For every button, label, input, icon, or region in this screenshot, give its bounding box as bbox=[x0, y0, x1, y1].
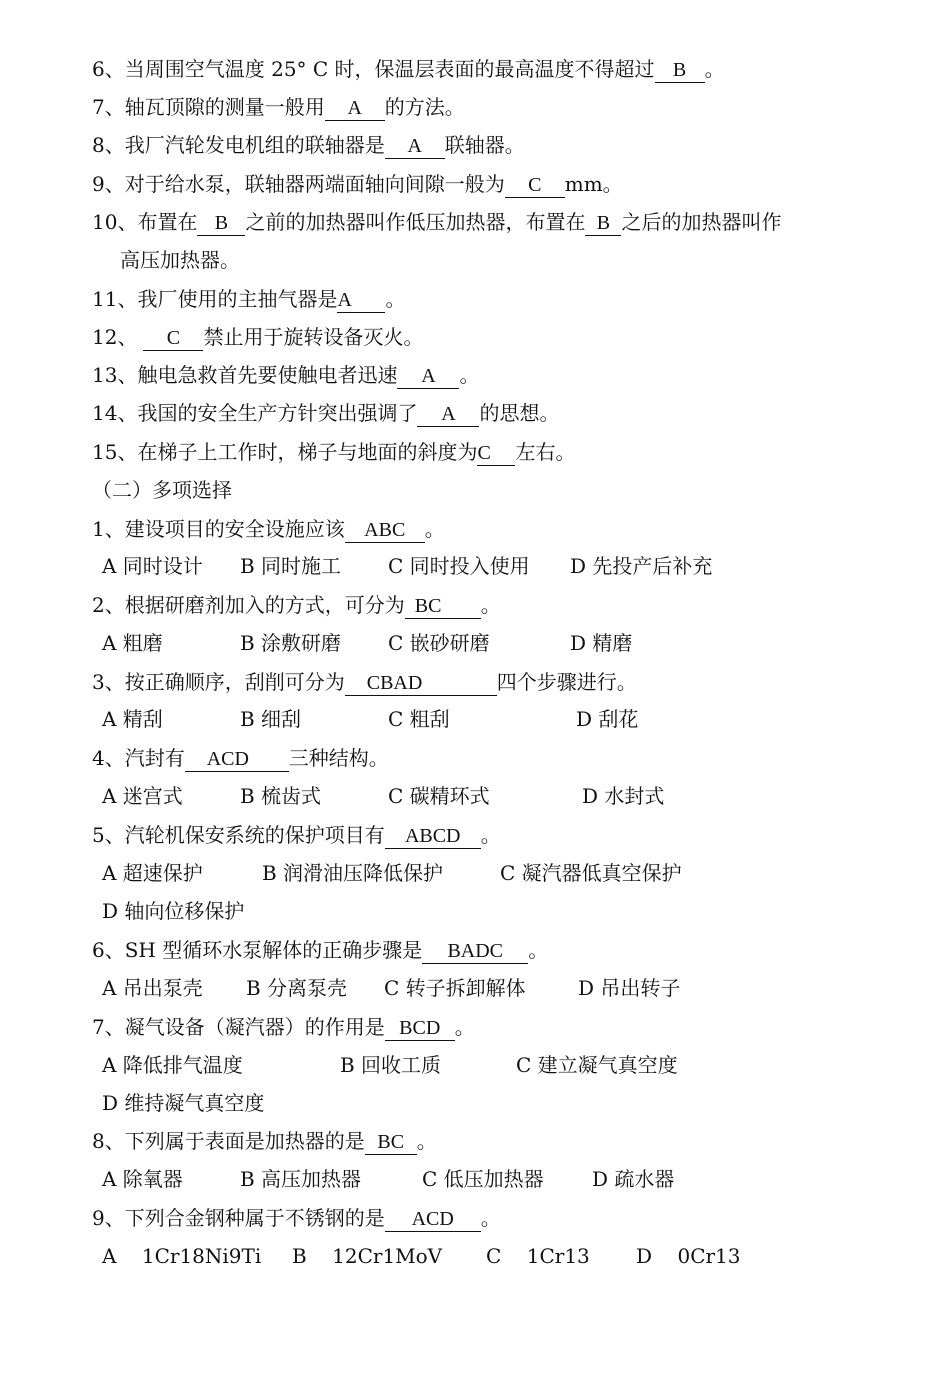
answer-blank: B bbox=[585, 211, 621, 236]
mc-options-2: A 粗磨 B 涂敷研磨 C 嵌砂研磨 D 精磨 bbox=[102, 631, 633, 655]
answer-blank: ACD bbox=[185, 747, 289, 772]
mc-question-2: 2、根据研磨剂加入的方式，可分为 BC 。 bbox=[92, 593, 501, 617]
mc-options-1 bbox=[102, 553, 902, 579]
mc-options-7-cont: D 维持凝气真空度 bbox=[102, 1091, 265, 1115]
answer-blank: B bbox=[655, 58, 705, 83]
answer-blank: BC bbox=[365, 1130, 417, 1155]
answer-blank: A bbox=[385, 134, 445, 159]
answer-blank: BADC bbox=[422, 939, 528, 964]
question-10-continuation: 高压加热器。 bbox=[120, 248, 240, 272]
mc-question-3: 3、按正确顺序，刮削可分为 CBAD 四个步骤进行。 bbox=[92, 670, 637, 694]
question-15: 15、在梯子上工作时，梯子与地面的斜度为C 左右。 bbox=[92, 440, 576, 464]
mc-question-7: 7、凝气设备（凝汽器）的作用是 BCD 。 bbox=[92, 1015, 475, 1039]
mc-options-4: A 迷宫式 B 梳齿式 C 碳精环式 D 水封式 bbox=[102, 784, 665, 808]
answer-blank: A bbox=[417, 402, 479, 427]
answer-blank: A bbox=[397, 364, 459, 389]
mc-question-8: 8、下列属于表面是加热器的是 BC 。 bbox=[92, 1129, 437, 1153]
mc-question-9: 9、下列合金钢种属于不锈钢的是 ACD 。 bbox=[92, 1206, 501, 1230]
question-8: 8、我厂汽轮发电机组的联轴器是 A 联轴器。 bbox=[92, 133, 525, 157]
mc-options-7: A 降低排气温度 B 回收工质 C 建立凝气真空度 bbox=[102, 1053, 678, 1077]
question-text: 当周围空气温度 25° C 时，保温层表面的最高温度不得超过 bbox=[124, 57, 655, 81]
mc-question-5: 5、汽轮机保安系统的保护项目有 ABCD 。 bbox=[92, 823, 501, 847]
question-13: 13、触电急救首先要使触电者迅速 A 。 bbox=[92, 363, 480, 387]
answer-blank: ABCD bbox=[385, 824, 481, 849]
question-11: 11、我厂使用的主抽气器是A 。 bbox=[92, 287, 406, 311]
mc-options-3: A 精刮 B 细刮 C 粗刮 D 刮花 bbox=[102, 707, 639, 731]
question-7: 7、轴瓦顶隙的测量一般用 A 的方法。 bbox=[92, 95, 465, 119]
option: C 同时投入使用 bbox=[388, 554, 530, 578]
answer-blank: CBAD bbox=[345, 671, 497, 696]
answer-blank: B bbox=[197, 211, 245, 236]
answer-blank: ACD bbox=[385, 1207, 481, 1232]
mc-options-5: A 超速保护 B 润滑油压降低保护 C 凝汽器低真空保护 bbox=[102, 861, 682, 885]
mc-options-5-cont: D 轴向位移保护 bbox=[102, 899, 245, 923]
mc-options-6: A 吊出泵壳 B 分离泵壳 C 转子拆卸解体 D 吊出转子 bbox=[102, 976, 681, 1000]
answer-blank: C bbox=[505, 173, 565, 198]
mc-question-6: 6、SH 型循环水泵解体的正确步骤是 BADC 。 bbox=[92, 938, 549, 962]
answer-blank: A bbox=[325, 96, 385, 121]
answer-blank: BCD bbox=[385, 1016, 455, 1041]
mc-question-1: 1、建设项目的安全设施应该 ABC 。 bbox=[92, 517, 445, 541]
question-12: 12、 C 禁止用于旋转设备灭火。 bbox=[92, 325, 424, 349]
question-14: 14、我国的安全生产方针突出强调了 A 的思想。 bbox=[92, 401, 560, 425]
mc-options-9: A 1Cr18Ni9Ti B 12Cr1MoV C 1Cr13 D 0Cr13 bbox=[102, 1244, 741, 1268]
answer-blank: ABC bbox=[345, 518, 425, 543]
option: D 先投产后补充 bbox=[570, 554, 713, 578]
question-10: 10、布置在 B 之前的加热器叫作低压加热器，布置在 B 之后的加热器叫作 bbox=[92, 210, 782, 234]
option: B 同时施工 bbox=[240, 554, 342, 578]
answer-blank: C bbox=[477, 441, 515, 466]
question-9: 9、对于给水泵，联轴器两端面轴向间隙一般为 C mm。 bbox=[92, 172, 623, 196]
question-number: 6、 bbox=[92, 57, 125, 81]
question-6: 6、当周围空气温度 25° C 时，保温层表面的最高温度不得超过 B 。 bbox=[92, 57, 725, 81]
mc-options-8: A 除氧器 B 高压加热器 C 低压加热器 D 疏水器 bbox=[102, 1167, 675, 1191]
answer-blank: C bbox=[143, 326, 203, 351]
mc-question-4: 4、汽封有 ACD 三种结构。 bbox=[92, 746, 389, 770]
section-title: （二）多项选择 bbox=[92, 478, 232, 502]
answer-blank: BC bbox=[405, 594, 481, 619]
option: A 同时设计 bbox=[102, 554, 203, 578]
answer-blank: A bbox=[337, 288, 385, 313]
